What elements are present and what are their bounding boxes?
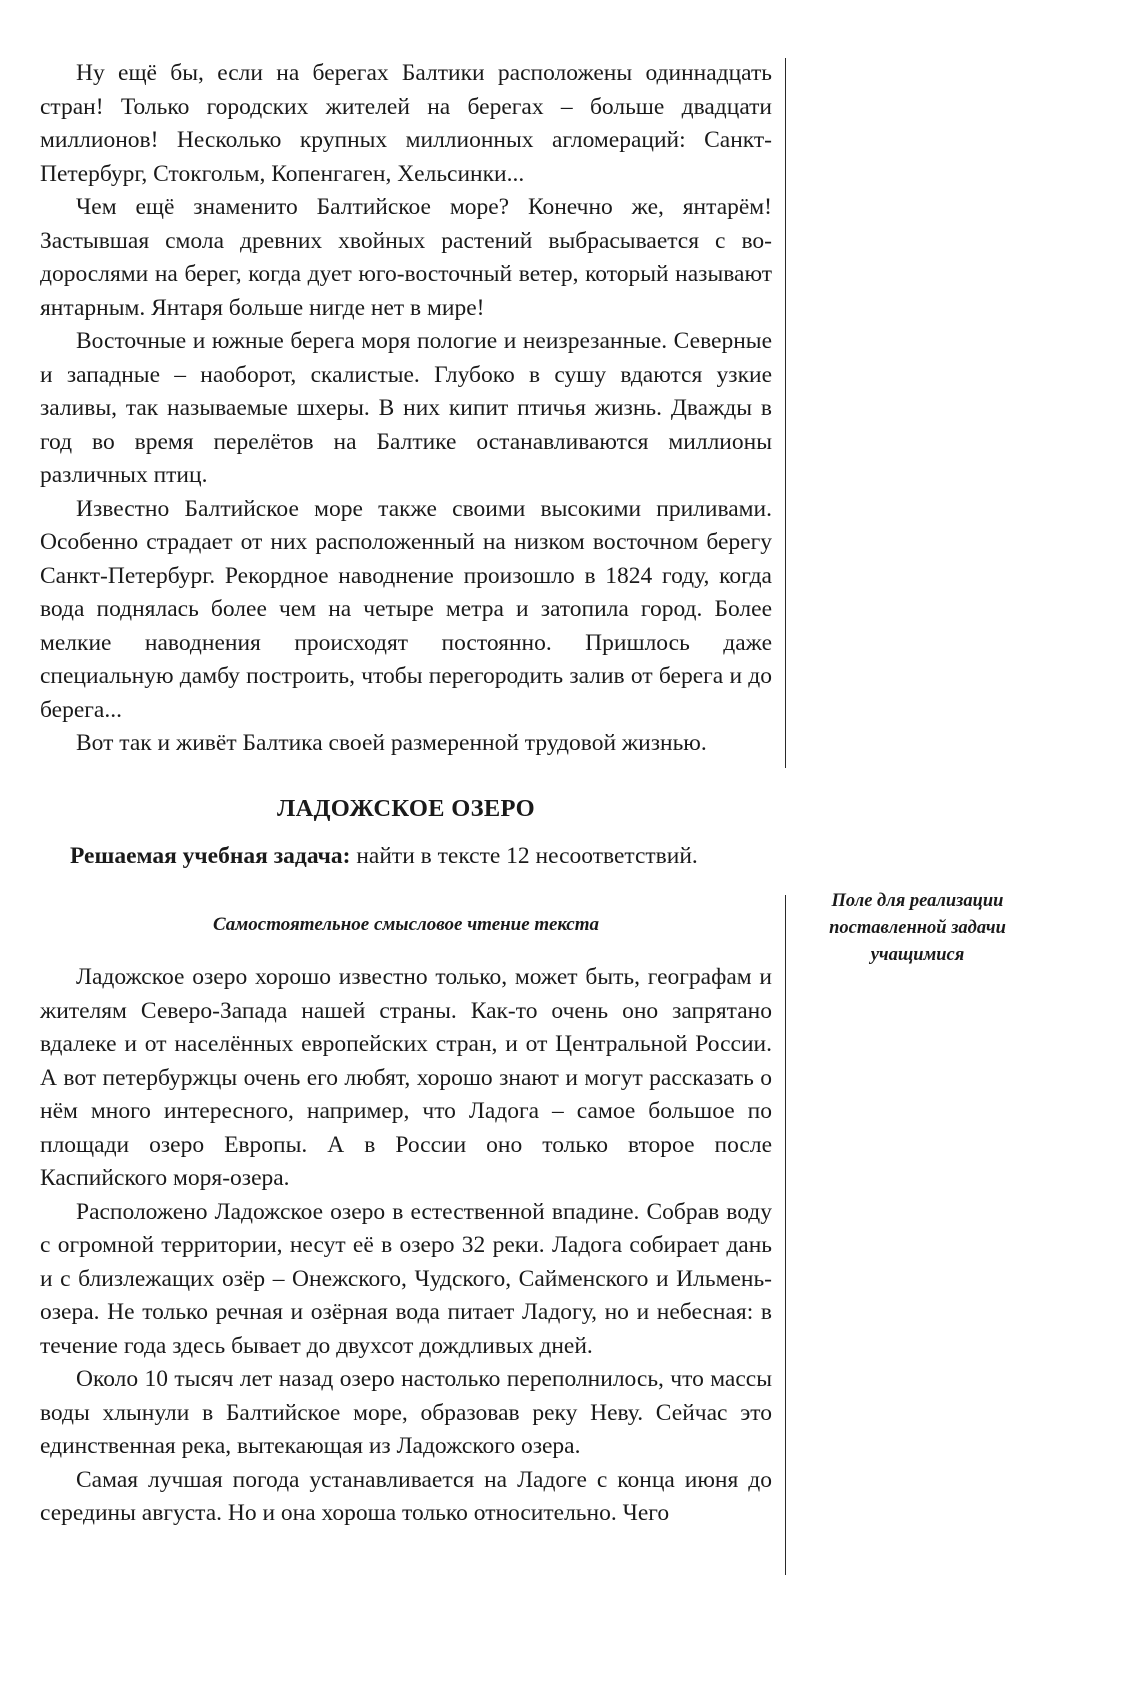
reading-subheading: Самостоятельное смысловое чтение текста — [212, 914, 600, 935]
paragraph: Чем ещё знаменито Балтийское море? Конечно же, янтарём! Застывшая смола древних хвойных растений выбрасывается с водорослями на берег, когда дует юго-восточный ветер, который называют янтарным. Янтаря больше нигде нет в мире! — [40, 194, 772, 321]
paragraph: Известно Балтийское море также своими высокими приливами. Особенно страдает от них расположенный на низком восточном берегу Санкт-Петербург. Рекордное наводнение произошло в 1824 году, когда вода поднялась более чем на четыре метра и затопила город. Более мелкие наводнения происходят постоянно. Пришлось даже специальную дамбу построить, чтобы перегородить залив от берега и до берега... — [40, 495, 772, 723]
task-label: Решаемая учебная задача: — [70, 843, 351, 869]
section-title: ЛАДОЖСКОЕ ОЗЕРО — [277, 795, 535, 822]
paragraph: Около 10 тысяч лет назад озеро настолько переполнилось, что массы воды хлынули в Балтийское море, образовав реку Неву. Сейчас это единственная река, вытекающая из Ладожского озера. — [40, 1366, 772, 1459]
paragraph: Ладожское озеро хорошо известно только, может быть, географам и жителям Северо-Запада нашей страны. Как-то очень оно запрятано вдалеке и от населённых европейских стран, и от Центральной России. А вот петербуржцы очень его любят, хорошо знают и могут рассказать о нём много интересного, например, что Ладога – самое большое по площади озеро Европы. А в России оно только второе после Каспийского моря-озера. — [40, 964, 772, 1191]
side-note: Поле для реализации поставленной задачи учащимися — [829, 891, 1006, 965]
ladoga-text-block — [40, 961, 772, 1531]
paragraph: Вот так и живёт Балтика своей размеренной трудовой жизнью. — [76, 730, 707, 756]
margin-divider — [785, 58, 786, 768]
baltic-text-block — [40, 57, 772, 761]
paragraph: Расположено Ладожское озеро в естественной впадине. Собрав воду с огромной территории, несут её в озеро 32 реки. Ладога собирает дань и с близлежащих озёр – Онежского, Чудского, Сайменского и Ильмень-озера. Не только речная и озёрная вода питает Ладогу, но и небесная: в течение года здесь бывает до двухсот дождливых дней. — [40, 1198, 772, 1359]
paragraph: Восточные и южные берега моря пологие и неизрезанные. Северные и западные – наоборот, скалистые. Глубоко в сушу вдаются узкие заливы, так называемые шхеры. В них кипит птичья жизнь. Дважды в год во время перелётов на Балтике останавливаются миллионы различных птиц. — [40, 328, 772, 488]
task-text: найти в тексте 12 несоответствий. — [350, 843, 698, 869]
paragraph: Ну ещё бы, если на берегах Балтики расположены одиннадцать стран! Только городских жителей на берегах – больше двадцати миллионов! Несколько крупных миллионных агломераций: Санкт-Петербург, Стокгольм, Копенгаген, Хельсинки... — [40, 60, 772, 187]
margin-divider — [785, 895, 786, 1575]
paragraph: Самая лучшая погода устанавливается на Ладоге с конца июня до середины августа. Но и она хороша только относительно. Чего — [40, 1466, 772, 1526]
learning-task — [70, 843, 698, 870]
